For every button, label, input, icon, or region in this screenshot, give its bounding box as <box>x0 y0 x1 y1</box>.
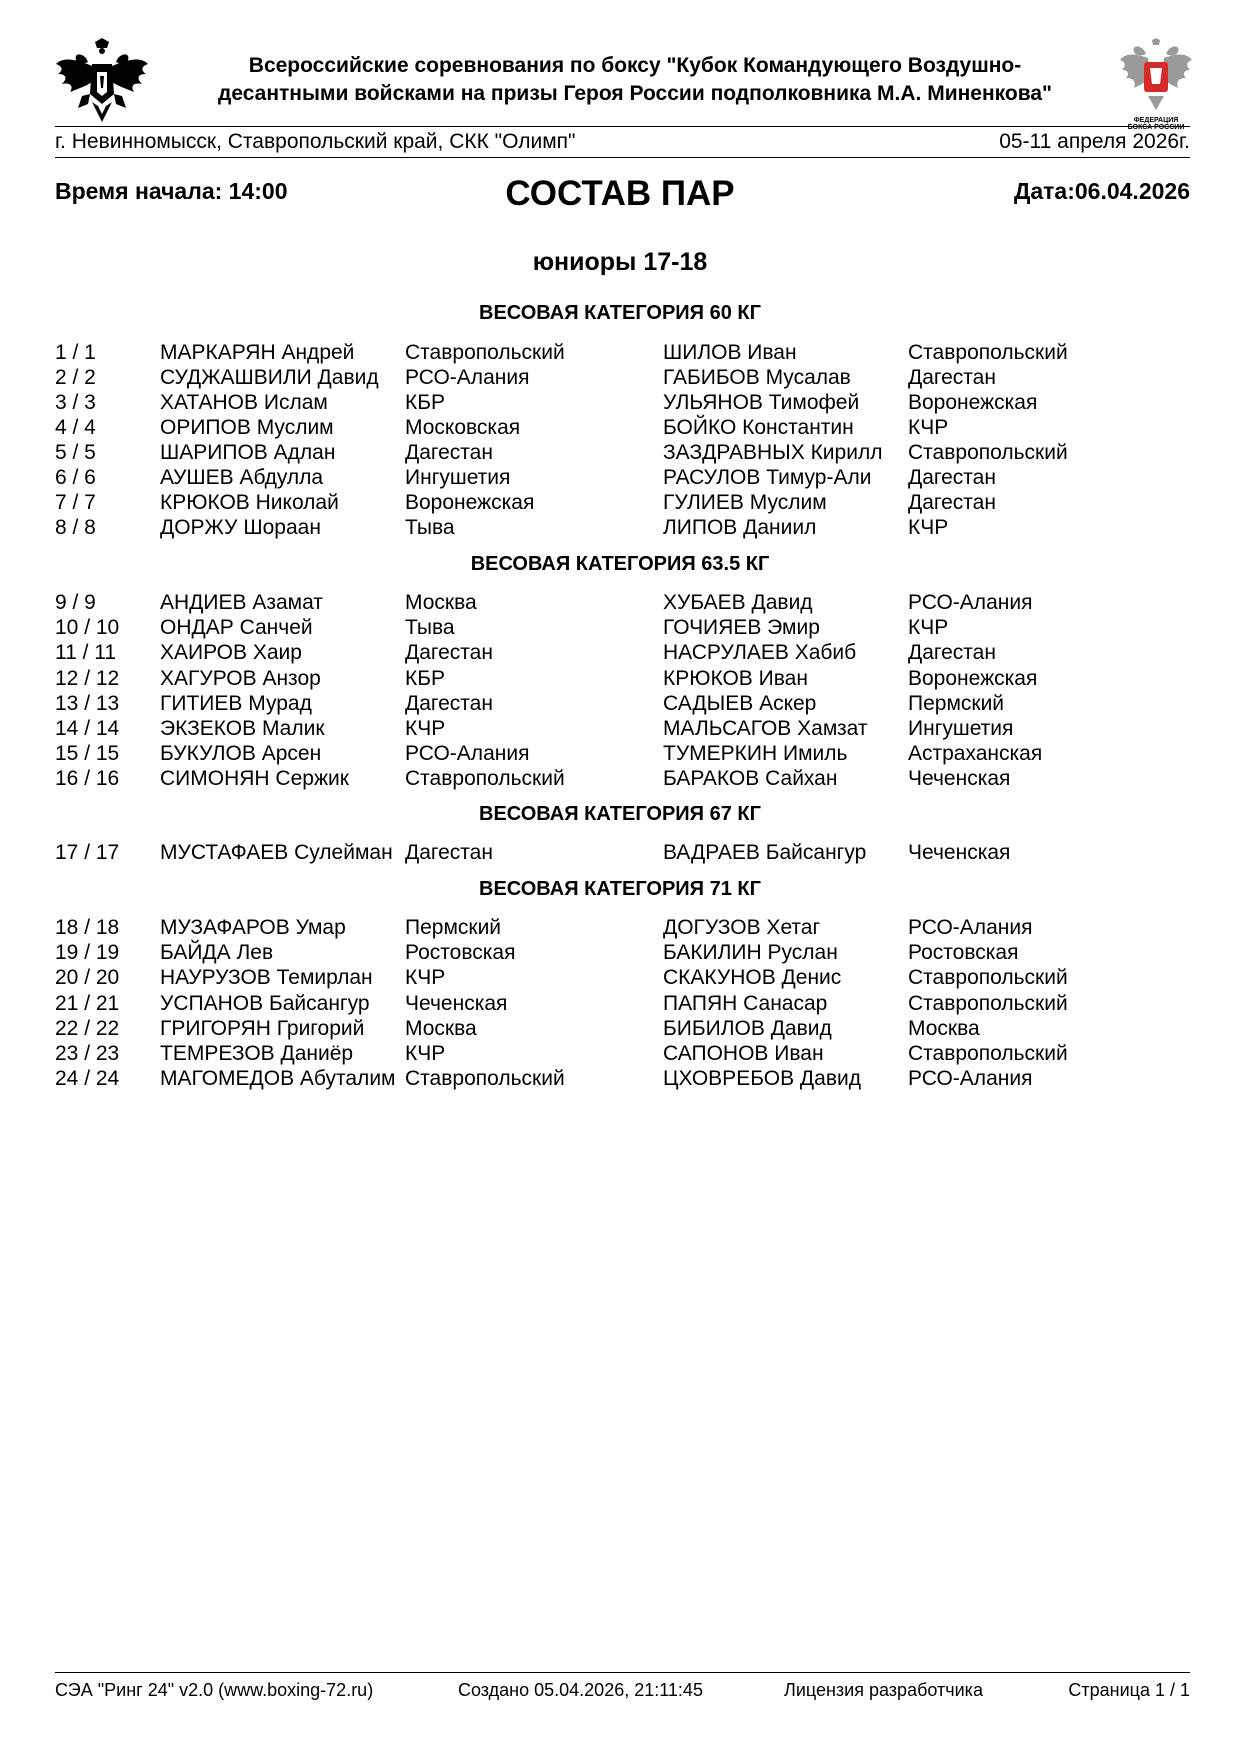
region-blue: Ставропольский <box>908 1042 1068 1065</box>
boxer-blue: МАЛЬСАГОВ Хамзат <box>663 717 868 740</box>
pair-row <box>55 1041 1190 1066</box>
region-blue: Дагестан <box>908 366 996 389</box>
pair-row <box>55 640 1190 665</box>
boxer-red: НАУРУЗОВ Темирлан <box>160 966 373 989</box>
region-red: КЧР <box>405 966 446 989</box>
category-title: ВЕСОВАЯ КАТЕГОРИЯ 60 КГ <box>479 302 761 324</box>
boxing-federation-emblem-icon <box>1118 38 1194 130</box>
region-blue: Ставропольский <box>908 992 1068 1015</box>
boxer-blue: СКАКУНОВ Денис <box>663 966 842 989</box>
header-divider-bottom <box>55 157 1190 158</box>
pair-row <box>55 965 1190 990</box>
svg-text:БОКСА РОССИИ: БОКСА РОССИИ <box>1127 124 1185 130</box>
boxer-red: СУДЖАШВИЛИ Давид <box>160 366 379 389</box>
boxer-blue: КРЮКОВ Иван <box>663 667 808 690</box>
pair-number: 24 / 24 <box>55 1067 120 1090</box>
region-red: КБР <box>405 667 446 690</box>
category-title: ВЕСОВАЯ КАТЕГОРИЯ 67 КГ <box>479 803 761 825</box>
region-blue: Ставропольский <box>908 966 1068 989</box>
boxer-red: ХАТАНОВ Ислам <box>160 391 328 414</box>
pair-row <box>55 465 1190 490</box>
boxer-blue: ГОЧИЯЕВ Эмир <box>663 616 820 639</box>
region-blue: Чеченская <box>908 841 1011 864</box>
pair-number: 8 / 8 <box>55 516 96 539</box>
region-blue: Ставропольский <box>908 441 1068 464</box>
boxer-blue: БОЙКО Константин <box>663 416 854 439</box>
region-red: Москва <box>405 1017 477 1040</box>
region-blue: КЧР <box>908 616 949 639</box>
region-blue: Дагестан <box>908 641 996 664</box>
pair-row <box>55 1016 1190 1041</box>
region-red: КЧР <box>405 717 446 740</box>
competition-dates: 05-11 апреля 2026г. <box>999 130 1190 153</box>
region-blue: Пермский <box>908 692 1005 715</box>
pair-row <box>55 716 1190 741</box>
boxer-blue: УЛЬЯНОВ Тимофей <box>663 391 860 414</box>
category-title: ВЕСОВАЯ КАТЕГОРИЯ 71 КГ <box>479 878 761 900</box>
pair-row <box>55 440 1190 465</box>
competition-title-line2: десантными войсками на призы Героя России подполковника М.А. Миненкова" <box>217 82 1052 105</box>
eagle-emblem-icon <box>52 38 152 128</box>
pair-number: 21 / 21 <box>55 992 120 1015</box>
pair-row <box>55 991 1190 1016</box>
region-red: Ставропольский <box>405 767 565 790</box>
pair-number: 13 / 13 <box>55 692 120 715</box>
venue: г. Невинномысск, Ставропольский край, СКК "Олимп" <box>55 130 576 153</box>
pair-row <box>55 590 1190 615</box>
region-red: Пермский <box>405 916 502 939</box>
region-blue: РСО-Алания <box>908 916 1033 939</box>
region-red: Московская <box>405 416 521 439</box>
footer-page-number: Страница 1 / 1 <box>1068 1680 1190 1700</box>
pair-row <box>55 666 1190 691</box>
region-red: Дагестан <box>405 841 493 864</box>
pair-row <box>55 615 1190 640</box>
boxer-red: ТЕМРЕЗОВ Даниёр <box>160 1042 354 1065</box>
boxer-blue: БИБИЛОВ Давид <box>663 1017 832 1040</box>
region-red: КБР <box>405 391 446 414</box>
boxer-blue: РАСУЛОВ Тимур-Али <box>663 466 872 489</box>
boxer-blue: САПОНОВ Иван <box>663 1042 824 1065</box>
region-red: КЧР <box>405 1042 446 1065</box>
pair-number: 16 / 16 <box>55 767 120 790</box>
region-red: Дагестан <box>405 441 493 464</box>
pair-number: 6 / 6 <box>55 466 96 489</box>
region-red: Тыва <box>405 516 455 539</box>
boxer-red: АНДИЕВ Азамат <box>160 591 323 614</box>
boxer-blue: ЗАЗДРАВНЫХ Кирилл <box>663 441 883 464</box>
region-blue: РСО-Алания <box>908 591 1033 614</box>
pair-number: 1 / 1 <box>55 341 96 364</box>
region-blue: Ингушетия <box>908 717 1014 740</box>
boxer-red: ОНДАР Санчей <box>160 616 313 639</box>
footer-license: Лицензия разработчика <box>784 1680 983 1700</box>
region-blue: Дагестан <box>908 466 996 489</box>
pair-row <box>55 741 1190 766</box>
region-blue: Дагестан <box>908 491 996 514</box>
region-blue: Ростовская <box>908 941 1019 964</box>
pair-number: 18 / 18 <box>55 916 120 939</box>
boxer-blue: ГАБИБОВ Мусалав <box>663 366 851 389</box>
region-blue: Чеченская <box>908 767 1011 790</box>
footer-divider <box>55 1672 1190 1673</box>
pair-number: 11 / 11 <box>55 641 117 664</box>
pair-row <box>55 1066 1190 1091</box>
pair-row <box>55 415 1190 440</box>
region-red: РСО-Алания <box>405 366 530 389</box>
pair-number: 9 / 9 <box>55 591 96 614</box>
pair-number: 3 / 3 <box>55 391 96 414</box>
region-blue: Воронежская <box>908 391 1038 414</box>
boxer-blue: НАСРУЛАЕВ Хабиб <box>663 641 857 664</box>
pair-row <box>55 915 1190 940</box>
pair-row <box>55 515 1190 540</box>
pair-row <box>55 365 1190 390</box>
pair-row <box>55 691 1190 716</box>
pair-row <box>55 766 1190 791</box>
boxer-red: БУКУЛОВ Арсен <box>160 742 322 765</box>
region-red: Воронежская <box>405 491 535 514</box>
pair-row <box>55 340 1190 365</box>
region-blue: Москва <box>908 1017 980 1040</box>
pair-number: 17 / 17 <box>55 841 120 864</box>
pair-number: 7 / 7 <box>55 491 96 514</box>
boxer-blue: ШИЛОВ Иван <box>663 341 797 364</box>
region-red: Ставропольский <box>405 1067 565 1090</box>
boxer-red: ГИТИЕВ Мурад <box>160 692 312 715</box>
pair-number: 4 / 4 <box>55 416 96 439</box>
pair-number: 2 / 2 <box>55 366 96 389</box>
boxer-red: МУСТАФАЕВ Сулейман <box>160 841 393 864</box>
region-red: Чеченская <box>405 992 508 1015</box>
region-blue: КЧР <box>908 516 949 539</box>
region-red: Москва <box>405 591 477 614</box>
boxer-blue: БАРАКОВ Сайхан <box>663 767 838 790</box>
boxer-blue: ЦХОВРЕБОВ Давид <box>663 1067 861 1090</box>
pair-row <box>55 940 1190 965</box>
pair-number: 19 / 19 <box>55 941 120 964</box>
page-title: СОСТАВ ПАР <box>505 174 735 213</box>
pair-row <box>55 490 1190 515</box>
boxer-blue: САДЫЕВ Аскер <box>663 692 817 715</box>
boxer-red: МУЗАФАРОВ Умар <box>160 916 346 939</box>
boxer-blue: ДОГУЗОВ Хетаг <box>663 916 821 939</box>
boxer-red: БАЙДА Лев <box>160 941 274 964</box>
boxer-red: УСПАНОВ Байсангур <box>160 992 370 1015</box>
competition-title <box>160 52 1110 108</box>
boxer-red: КРЮКОВ Николай <box>160 491 339 514</box>
boxer-red: ОРИПОВ Муслим <box>160 416 334 439</box>
region-blue: РСО-Алания <box>908 1067 1033 1090</box>
boxer-red: ЭКЗЕКОВ Малик <box>160 717 325 740</box>
boxer-red: ХАИРОВ Хаир <box>160 641 302 664</box>
region-red: РСО-Алания <box>405 742 530 765</box>
boxer-blue: ГУЛИЕВ Муслим <box>663 491 827 514</box>
pair-number: 20 / 20 <box>55 966 120 989</box>
boxer-red: МАРКАРЯН Андрей <box>160 341 355 364</box>
footer-created: Создано 05.04.2026, 21:11:45 <box>458 1680 703 1700</box>
boxer-blue: ХУБАЕВ Давид <box>663 591 813 614</box>
region-red: Дагестан <box>405 692 493 715</box>
boxer-red: МАГОМЕДОВ Абуталим <box>160 1067 396 1090</box>
pair-number: 5 / 5 <box>55 441 96 464</box>
header-divider-top <box>55 126 1190 127</box>
region-blue: Ставропольский <box>908 341 1068 364</box>
region-red: Ростовская <box>405 941 516 964</box>
pair-number: 14 / 14 <box>55 717 120 740</box>
region-red: Тыва <box>405 616 455 639</box>
pair-row <box>55 840 1190 865</box>
pair-number: 22 / 22 <box>55 1017 120 1040</box>
region-blue: КЧР <box>908 416 949 439</box>
footer-software: СЭА "Ринг 24" v2.0 (www.boxing-72.ru) <box>55 1680 374 1700</box>
pair-number: 23 / 23 <box>55 1042 120 1065</box>
region-red: Ставропольский <box>405 341 565 364</box>
boxer-red: СИМОНЯН Сержик <box>160 767 349 790</box>
boxer-red: ШАРИПОВ Адлан <box>160 441 336 464</box>
boxer-blue: ПАПЯН Санасар <box>663 992 828 1015</box>
region-blue: Воронежская <box>908 667 1038 690</box>
pair-number: 12 / 12 <box>55 667 120 690</box>
region-red: Ингушетия <box>405 466 511 489</box>
category-title: ВЕСОВАЯ КАТЕГОРИЯ 63.5 КГ <box>470 553 770 575</box>
start-time: Время начала: 14:00 <box>55 178 288 204</box>
boxer-red: ГРИГОРЯН Григорий <box>160 1017 365 1040</box>
boxer-blue: ТУМЕРКИН Имиль <box>663 742 848 765</box>
document-date: Дата:06.04.2026 <box>1013 178 1190 204</box>
competition-title-line1: Всероссийские соревнования по боксу "Кубок Командующего Воздушно- <box>248 54 1022 77</box>
age-group: юниоры 17-18 <box>532 248 708 276</box>
pair-number: 15 / 15 <box>55 742 120 765</box>
boxer-blue: БАКИЛИН Руслан <box>663 941 838 964</box>
svg-text:ФЕДЕРАЦИЯ: ФЕДЕРАЦИЯ <box>1133 117 1179 124</box>
pair-row <box>55 390 1190 415</box>
boxer-red: АУШЕВ Абдулла <box>160 466 324 489</box>
region-red: Дагестан <box>405 641 493 664</box>
boxer-blue: ВАДРАЕВ Байсангур <box>663 841 867 864</box>
boxer-blue: ЛИПОВ Даниил <box>663 516 817 539</box>
region-blue: Астраханская <box>908 742 1043 765</box>
boxer-red: ДОРЖУ Шораан <box>160 516 321 539</box>
boxer-red: ХАГУРОВ Анзор <box>160 667 321 690</box>
pair-number: 10 / 10 <box>55 616 120 639</box>
